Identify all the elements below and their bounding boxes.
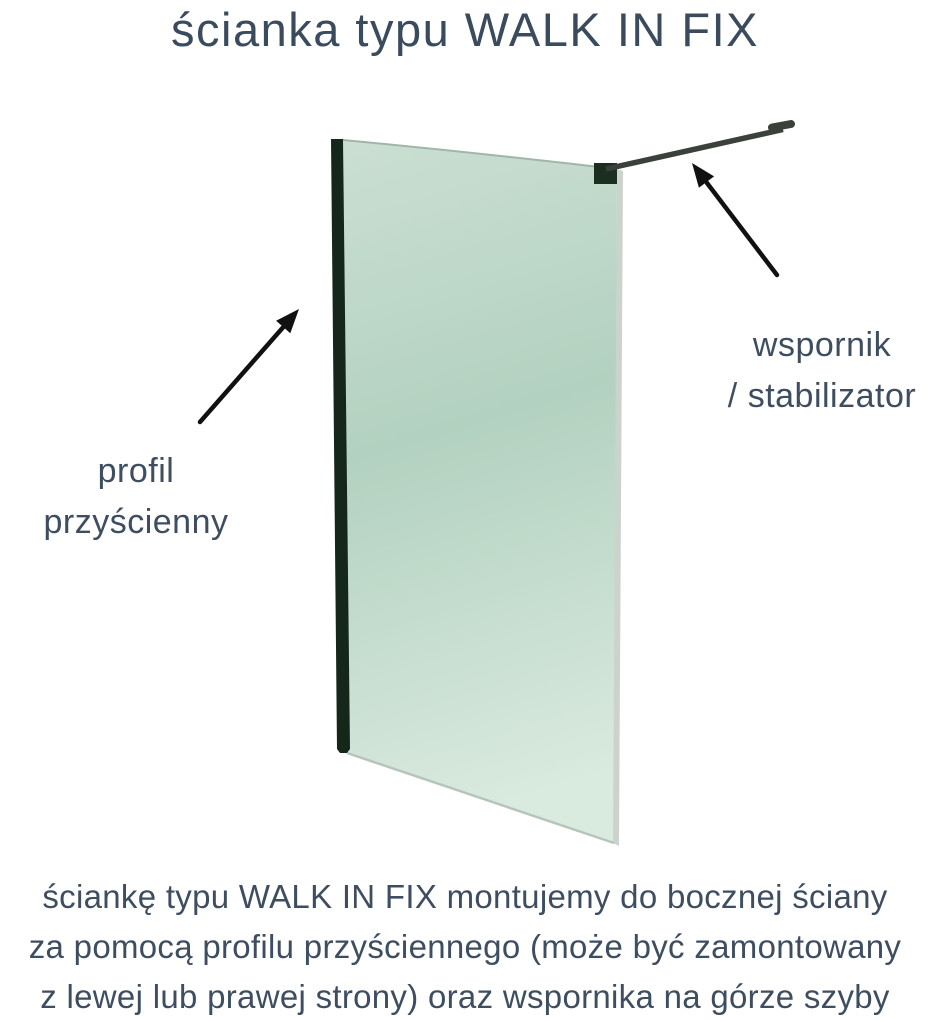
mounting-description bbox=[0, 872, 930, 1020]
label-wall-profile bbox=[12, 446, 260, 548]
support-arrowhead bbox=[692, 163, 714, 188]
label-wall-profile-line1: profil bbox=[97, 452, 175, 490]
label-wall-profile-line2: przyścienny bbox=[43, 503, 229, 541]
page-title: ścianka typu WALK IN FIX bbox=[171, 3, 759, 56]
mounting-description-line2: za pomocą profilu przyściennego (może być zamontowany bbox=[28, 928, 902, 965]
label-support-stabilizer bbox=[698, 320, 930, 422]
label-support-line1: wspornik bbox=[752, 326, 892, 364]
support-pointer-arrow bbox=[692, 163, 777, 275]
mounting-description-line1: ściankę typu WALK IN FIX montujemy do bocznej ściany bbox=[42, 878, 888, 915]
mounting-description-line3: z lewej lub prawej strony) oraz wspornika na górze szyby bbox=[40, 978, 890, 1015]
support-bar bbox=[606, 130, 783, 170]
label-support-line2: / stabilizator bbox=[727, 377, 917, 415]
glass-panel bbox=[343, 140, 617, 843]
support-bar-wall-cap bbox=[772, 124, 791, 128]
profile-pointer-arrow bbox=[200, 309, 299, 422]
